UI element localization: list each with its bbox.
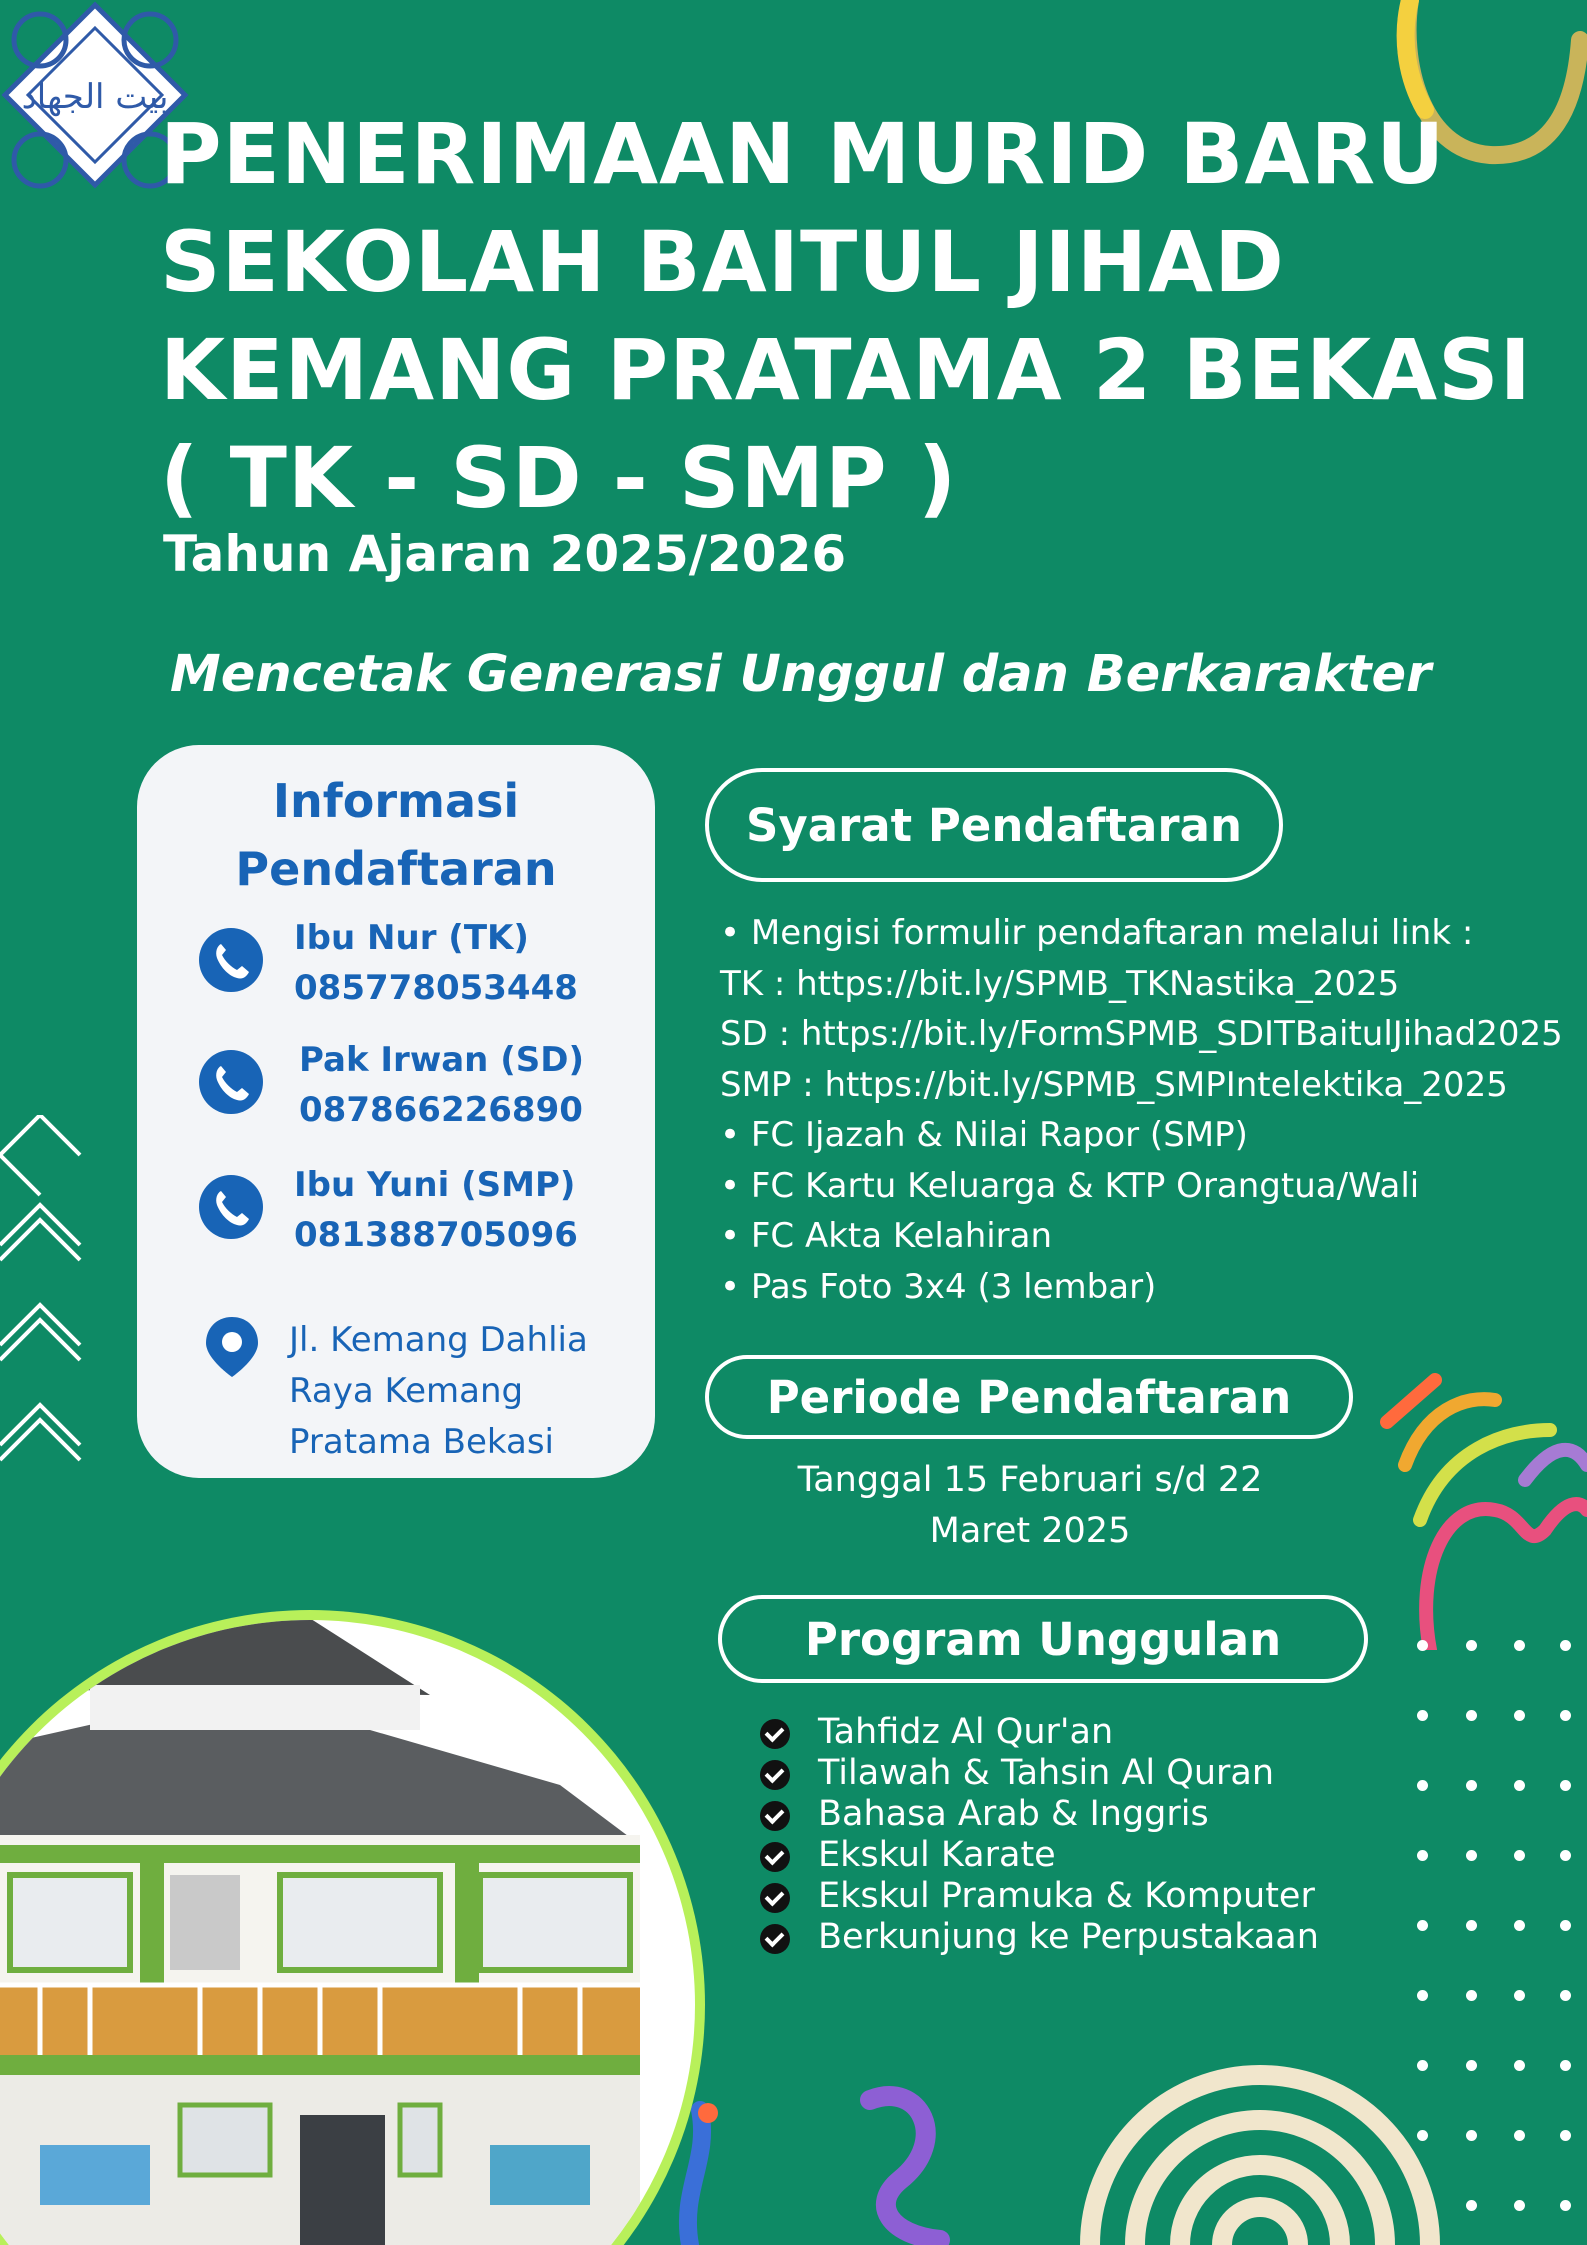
program-label: Tilawah & Tahsin Al Quran xyxy=(818,1753,1275,1793)
phone-icon xyxy=(199,1050,263,1114)
program-item xyxy=(760,1876,1319,1917)
period-line-2: Maret 2025 xyxy=(929,1511,1131,1551)
period-heading: Periode Pendaftaran xyxy=(705,1355,1353,1439)
contact-name: Pak Irwan (SD) xyxy=(299,1040,584,1080)
program-label: Bahasa Arab & Inggris xyxy=(818,1794,1209,1834)
programs-list xyxy=(760,1712,1319,1958)
check-icon xyxy=(760,1760,790,1790)
page-title xyxy=(160,100,1560,532)
address-line: Raya Kemang xyxy=(289,1371,524,1411)
program-label: Tahfidz Al Qur'an xyxy=(818,1712,1114,1752)
info-title-line1: Informasi xyxy=(272,774,520,828)
concentric-arcs-decoration xyxy=(1070,1990,1450,2245)
requirement-item[interactable]: SD : https://bit.ly/FormSPMB_SDITBaitulJihad2025 xyxy=(720,1014,1563,1054)
requirements-list xyxy=(720,908,1580,1312)
requirement-item[interactable]: TK : https://bit.ly/SPMB_TKNastika_2025 xyxy=(720,963,1400,1004)
registration-info-card xyxy=(137,745,655,1478)
academic-year: Tahun Ajaran 2025/2026 xyxy=(163,525,847,583)
program-label: Ekskul Karate xyxy=(818,1835,1056,1875)
contact-phone[interactable]: 081388705096 xyxy=(294,1215,578,1255)
requirement-item[interactable]: SMP : https://bit.ly/SPMB_SMPIntelektika_2025 xyxy=(720,1064,1508,1105)
program-item xyxy=(760,1753,1319,1794)
check-icon xyxy=(760,1801,790,1831)
program-item xyxy=(760,1712,1319,1753)
period-dates xyxy=(720,1455,1340,1557)
title-line-2: SEKOLAH BAITUL JIHAD xyxy=(160,213,1285,311)
contact-phone[interactable]: 087866226890 xyxy=(299,1090,583,1130)
program-item xyxy=(760,1794,1319,1835)
program-label: Berkunjung ke Perpustakaan xyxy=(818,1917,1319,1957)
colorful-arcs-decoration xyxy=(1375,1370,1587,1650)
tagline: Mencetak Generasi Unggul dan Berkarakter xyxy=(170,645,1432,704)
period-line-1: Tanggal 15 Februari s/d 22 xyxy=(797,1460,1263,1500)
programs-heading: Program Unggulan xyxy=(718,1595,1368,1683)
contact-phone[interactable]: 085778053448 xyxy=(294,968,578,1008)
requirement-item: • FC Ijazah & Nilai Rapor (SMP) xyxy=(720,1115,1248,1155)
program-item xyxy=(760,1917,1319,1958)
phone-icon xyxy=(199,928,263,992)
check-icon xyxy=(760,1883,790,1913)
title-line-3: KEMANG PRATAMA 2 BEKASI xyxy=(160,321,1532,419)
requirements-heading: Syarat Pendaftaran xyxy=(705,768,1283,882)
check-icon xyxy=(760,1719,790,1749)
check-icon xyxy=(760,1924,790,1954)
phone-icon xyxy=(199,1175,263,1239)
requirement-item: • Pas Foto 3x4 (3 lembar) xyxy=(720,1266,1157,1307)
requirement-item: • Mengisi formulir pendaftaran melalui link : xyxy=(720,913,1474,953)
purple-squiggle-decoration xyxy=(840,2070,1010,2245)
school-address xyxy=(289,1315,659,1468)
info-title-line2: Pendaftaran xyxy=(235,842,557,896)
requirement-item: • FC Kartu Keluarga & KTP Orangtua/Wali xyxy=(720,1165,1420,1206)
svg-text:بيت الجهاد: بيت الجهاد xyxy=(21,77,169,117)
location-pin-icon xyxy=(202,1315,262,1379)
program-item xyxy=(760,1835,1319,1876)
contact-name: Ibu Yuni (SMP) xyxy=(294,1165,576,1205)
contact-name: Ibu Nur (TK) xyxy=(294,918,529,958)
address-line: Jl. Kemang Dahlia xyxy=(289,1320,588,1360)
info-card-title xyxy=(137,767,655,903)
program-label: Ekskul Pramuka & Komputer xyxy=(818,1876,1315,1916)
title-line-4: ( TK - SD - SMP ) xyxy=(160,429,958,527)
check-icon xyxy=(760,1842,790,1872)
requirement-item: • FC Akta Kelahiran xyxy=(720,1216,1053,1256)
title-line-1: PENERIMAAN MURID BARU xyxy=(160,105,1446,203)
address-line: Pratama Bekasi xyxy=(289,1422,554,1462)
school-building-photo xyxy=(0,1545,720,2245)
chevron-decoration xyxy=(0,1115,90,1485)
